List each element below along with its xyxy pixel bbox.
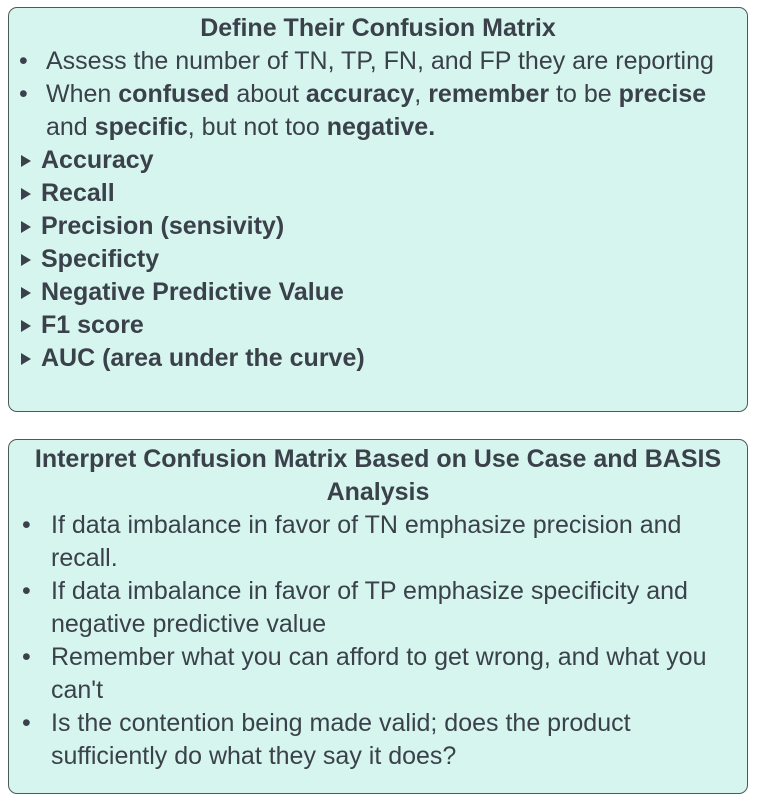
triangle-right-icon [21,155,31,167]
bullet-text: Remember what you can afford to get wrong, and what you can't [51,643,707,704]
metric-item-recall: Recall [19,177,747,210]
list-item [22,575,747,641]
metric-item-auc: AUC (area under the curve) [19,342,747,375]
card-title-define: Define Their Confusion Matrix [200,14,556,42]
triangle-right-icon [21,287,31,299]
list-item [19,78,747,144]
metric-item-npv: Negative Predictive Value [19,276,747,309]
bullet-text-mnemonic: When confused about accuracy, remember to be precise and specific, but not too negative. [46,80,707,141]
metrics-list [9,144,747,375]
interpret-confusion-matrix-card [8,439,748,794]
card-title-interpret: Interpret Confusion Matrix Based on Use Case and BASIS Analysis [34,445,722,506]
list-item [19,45,747,78]
metric-item-f1: F1 score [19,309,747,342]
triangle-right-icon [21,188,31,200]
list-item [22,641,747,707]
triangle-right-icon [21,221,31,233]
bullet-dot: • [22,643,31,671]
bullet-dot: • [19,80,28,108]
list-item [22,707,747,773]
bullet-text: Is the contention being made valid; does the product sufficiently do what they say it does? [51,709,631,770]
bullet-dot: • [22,511,31,539]
bullet-text: If data imbalance in favor of TN emphasize precision and recall. [51,511,682,572]
bullet-dot: • [22,709,31,737]
metric-item-accuracy: Accuracy [19,144,747,177]
list-item [22,509,747,575]
triangle-right-icon [21,353,31,365]
define-confusion-matrix-card [8,7,748,412]
interpret-bullet-list [9,509,747,773]
triangle-right-icon [21,320,31,332]
bullet-text: If data imbalance in favor of TP emphasize specificity and negative predictive value [51,577,688,638]
define-bullet-list [9,45,747,144]
bullet-text: Assess the number of TN, TP, FN, and FP they are reporting [46,47,714,75]
bullet-dot: • [19,47,28,75]
bullet-dot: • [22,577,31,605]
triangle-right-icon [21,254,31,266]
metric-item-precision: Precision (sensivity) [19,210,747,243]
metric-item-specificity: Specificty [19,243,747,276]
